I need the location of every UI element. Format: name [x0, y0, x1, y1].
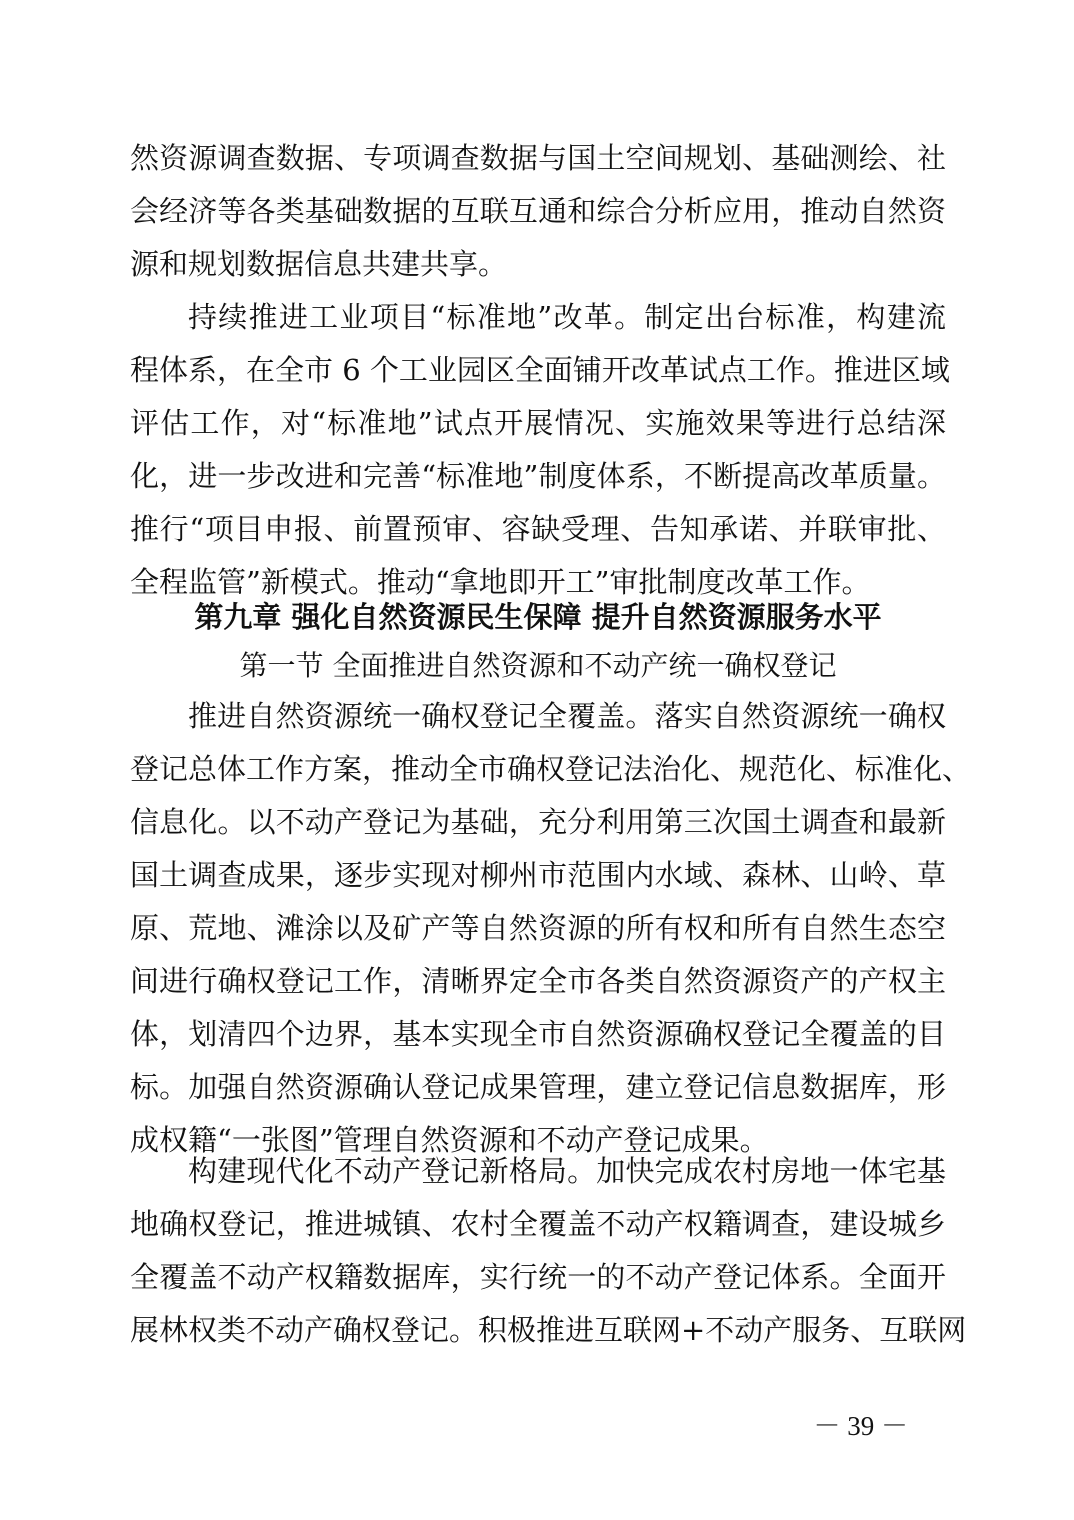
paragraph-line: 信息化。以不动产登记为基础，充分利用第三次国土调查和最新 [130, 805, 946, 839]
paragraph-line: 间进行确权登记工作，清晰界定全市各类自然资源资产的产权主 [130, 964, 946, 998]
paragraph-continuation [130, 132, 946, 291]
page-number: － 39 － [813, 1411, 908, 1441]
chapter-title: 第九章 强化自然资源民生保障 提升自然资源服务水平 [194, 600, 882, 634]
paragraph-line: 登记总体工作方案，推动全市确权登记法治化、规范化、标准化、 [130, 752, 972, 786]
paragraph-line: 体，划清四个边界，基本实现全市自然资源确权登记全覆盖的目 [130, 1017, 946, 1051]
paragraph-line: 然资源调查数据、专项调查数据与国土空间规划、基础测绘、社 [130, 141, 946, 175]
paragraph-line: 源和规划数据信息共建共享。 [130, 247, 508, 281]
paragraph-line: 会经济等各类基础数据的互联互通和综合分析应用，推动自然资 [130, 194, 946, 228]
paragraph-line: 评估工作，对“标准地”试点开展情况、实施效果等进行总结深 [130, 406, 946, 440]
paragraph-standard-land-reform [130, 291, 950, 609]
paragraph-line: 原、荒地、滩涂以及矿产等自然资源的所有权和所有自然生态空 [130, 911, 946, 945]
paragraph-line: 全覆盖不动产权籍数据库，实行统一的不动产登记体系。全面开 [130, 1260, 946, 1294]
paragraph-unified-registration [130, 690, 972, 1167]
paragraph-line: 推行“项目申报、前置预审、容缺受理、告知承诺、并联审批、 [130, 512, 946, 546]
paragraph-line: 标。加强自然资源确认登记成果管理，建立登记信息数据库，形 [130, 1070, 946, 1104]
paragraph-line: 全程监管”新模式。推动“拿地即开工”审批制度改革工作。 [130, 565, 871, 599]
paragraph-line: 持续推进工业项目“标准地”改革。制定出台标准，构建流 [188, 300, 946, 334]
paragraph-line: 程体系，在全市 6 个工业园区全面铺开改革试点工作。推进区域 [130, 353, 950, 387]
paragraph-line: 推进自然资源统一确权登记全覆盖。落实自然资源统一确权 [188, 699, 946, 733]
paragraph-line: 展林权类不动产确权登记。积极推进互联网+不动产服务、互联网 [130, 1313, 967, 1347]
paragraph-line: 化，进一步改进和完善“标准地”制度体系，不断提高改革质量。 [130, 459, 946, 493]
section-title: 第一节 全面推进自然资源和不动产统一确权登记 [239, 649, 837, 682]
paragraph-line: 国土调查成果，逐步实现对柳州市范围内水域、森林、山岭、草 [130, 858, 946, 892]
paragraph-line: 成权籍“一张图”管理自然资源和不动产登记成果。 [130, 1123, 769, 1157]
paragraph-line: 地确权登记，推进城镇、农村全覆盖不动产权籍调查，建设城乡 [130, 1207, 946, 1241]
paragraph-line: 构建现代化不动产登记新格局。加快完成农村房地一体宅基 [188, 1154, 946, 1188]
paragraph-real-estate-registration [130, 1145, 967, 1357]
